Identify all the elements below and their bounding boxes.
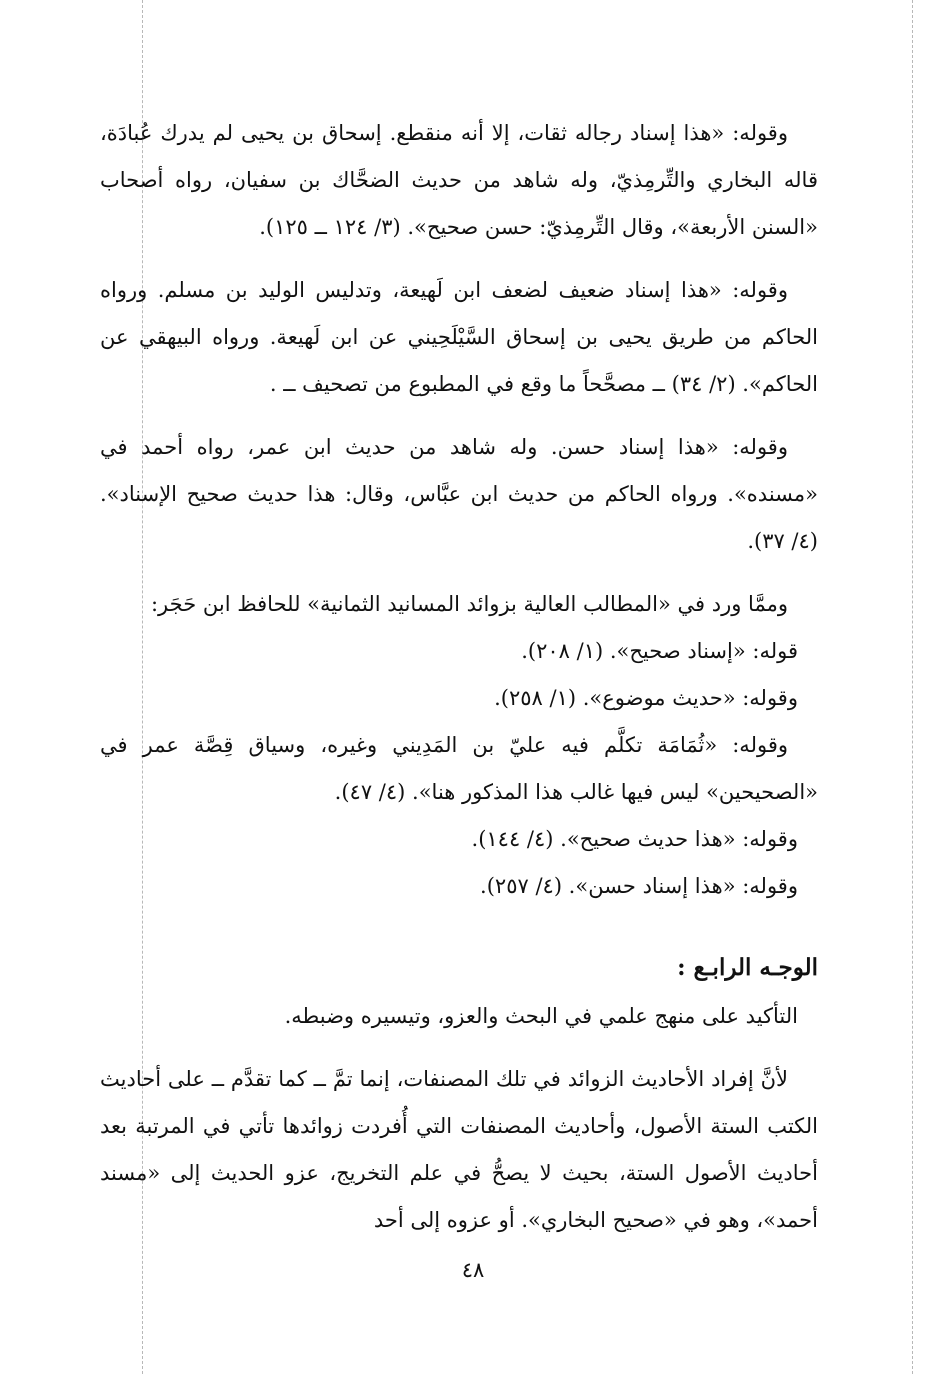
- page-body: [100, 110, 818, 1244]
- paragraph-quote-6: وقوله: «ثُمَامَة تكلَّم فيه عليّ بن المَدِيني وغيره، وسياق قِصَّة عمر في «الصحيحين» ليس فيها غالب هذا المذكور هنا». (٤/ ٤٧).: [100, 733, 818, 804]
- page-number: ٤٨: [461, 1258, 485, 1282]
- paragraph-quote-7: وقوله: «هذا حديث صحيح». (٤/ ١٤٤).: [471, 827, 798, 851]
- paragraph-quote-1: وقوله: «هذا إسناد رجاله ثقات، إلا أنه منقطع. إسحاق بن يحيى لم يدرك عُبادَة، قاله البخاري والتِّرمِذيّ، وله شاهد من حديث الضحَّاك بن سفيان، رواه أصحاب «السنن الأربعة»، وقال التِّرمِذيّ: حسن صحيح». (٣/ ١٢٤ ــ ١٢٥).: [100, 121, 818, 239]
- paragraph-final: لأنَّ إفراد الأحاديث الزوائد في تلك المصنفات، إنما تمَّ ــ كما تقدَّم ــ على أحاديث الكتب الستة الأصول، وأحاديث المصنفات التي أُفردت زوائدها تأتي في المرتبة بعد أحاديث الأصول الستة، بحيث لا يصحُّ في علم التخريج، عزو الحديث إلى «مسند أحمد»، وهو في «صحيح البخاري». أو عزوه إلى أحد: [100, 1067, 818, 1232]
- paragraph-matalib-intro: وممَّا ورد في «المطالب العالية بزوائد المسانيد الثمانية» للحافظ ابن حَجَر:: [150, 592, 788, 616]
- paragraph-quote-2: وقوله: «هذا إسناد ضعيف لضعف ابن لَهيعة، وتدليس الوليد بن مسلم. ورواه الحاكم من طريق يحيى بن إسحاق السَّيْلَحِيني عن ابن لَهيعة. ورواه البيهقي عن الحاكم». (٢/ ٣٤) ــ مصحَّحاً ما وقع في المطبوع من تصحيف ــ .: [100, 278, 818, 396]
- section-subheading: التأكيد على منهج علمي في البحث والعزو، وتيسيره وضبطه.: [284, 1004, 798, 1028]
- paragraph-quote-4: قوله: «إسناد صحيح». (١/ ٢٠٨).: [521, 639, 798, 663]
- section-heading: الوجـه الرابـع :: [677, 954, 818, 981]
- paragraph-quote-8: وقوله: «هذا إسناد حسن». (٤/ ٢٥٧).: [480, 874, 798, 898]
- paragraph-quote-3: وقوله: «هذا إسناد حسن. وله شاهد من حديث ابن عمر، رواه أحمد في «مسنده». ورواه الحاكم من حديث ابن عبَّاس، وقال: هذا حديث صحيح الإسناد». (٤/ ٣٧).: [100, 435, 818, 553]
- paragraph-quote-5: وقوله: «حديث موضوع». (١/ ٢٥٨).: [494, 686, 798, 710]
- scan-guide-line-right: [912, 0, 913, 1374]
